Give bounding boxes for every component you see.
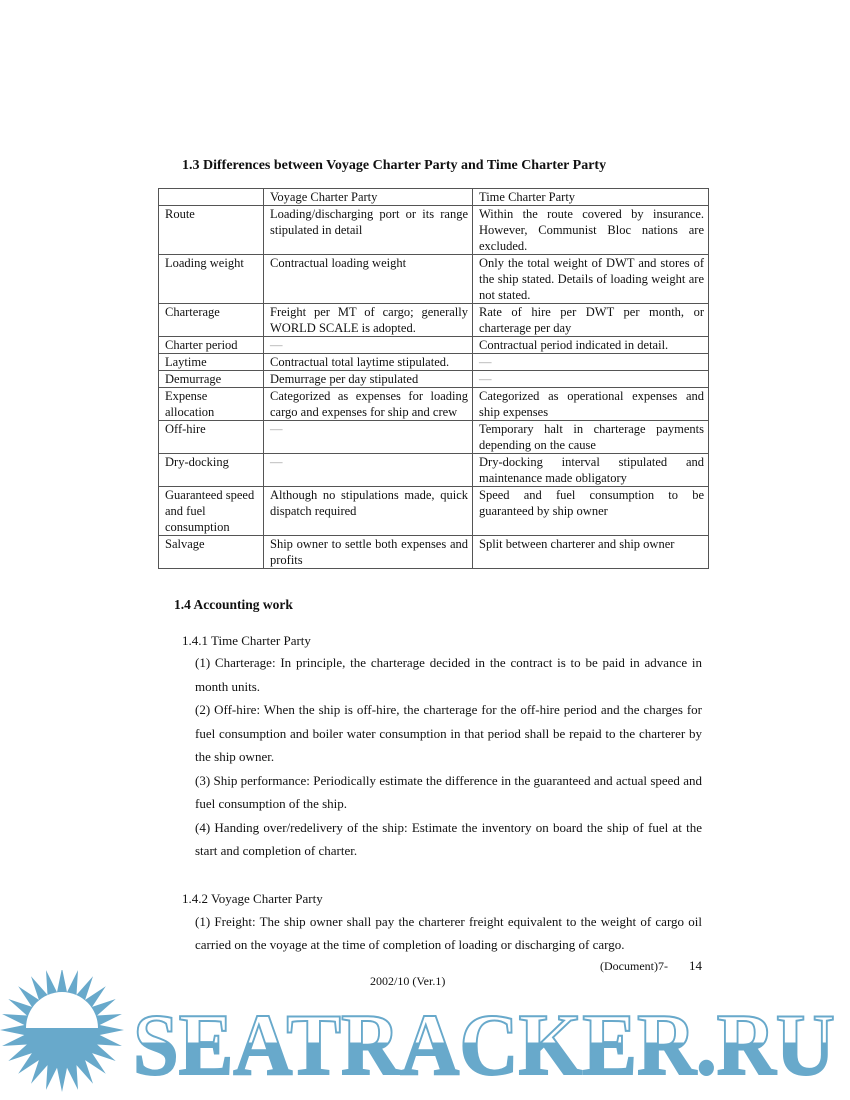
paragraph: (1) Freight: The ship owner shall pay the charterer freight equivalent to the weight of cargo oil carried on the voyage at the time of completion of loading or discharging of cargo. — [195, 913, 702, 952]
watermark-logo — [0, 970, 850, 1100]
paragraph: (4) Handing over/redelivery of the ship: Estimate the inventory on board the ship of fuel at the start and completion of charter. — [195, 819, 702, 858]
column-header: Time Charter Party — [473, 189, 709, 206]
table-cell: Ship owner to settle both expenses and profits — [264, 536, 473, 569]
table-cell: Split between charterer and ship owner — [473, 536, 709, 569]
page-content — [0, 157, 850, 989]
subsection-heading: 1.4.2 Voyage Charter Party — [182, 890, 323, 906]
table-cell: — — [473, 371, 709, 388]
table-cell: — — [264, 421, 473, 454]
table-cell: — — [264, 454, 473, 487]
table-header-row — [159, 189, 709, 206]
table-cell: Although no stipulations made, quick dispatch required — [264, 487, 473, 536]
table-cell: Contractual total laytime stipulated. — [264, 354, 473, 371]
table-cell: — — [264, 337, 473, 354]
table-cell: Within the route covered by insurance. However, Communist Bloc nations are excluded. — [473, 206, 709, 255]
paragraph: (2) Off-hire: When the ship is off-hire, the charterage for the off-hire period and the charges for fuel consumption and boiler water consumption in that period shall be repaid to the charterer by the ship owner. — [195, 702, 702, 764]
table-cell: Salvage — [159, 536, 264, 569]
table-row — [159, 536, 709, 569]
footer-version: 2002/10 (Ver.1) — [370, 973, 446, 988]
table-cell: Contractual period indicated in detail. — [473, 337, 709, 354]
section-heading: 1.4 Accounting work — [174, 597, 293, 612]
table-cell: Loading/discharging port or its range stipulated in detail — [264, 206, 473, 255]
table-cell: Charter period — [159, 337, 264, 354]
column-header: Voyage Charter Party — [264, 189, 473, 206]
table-row — [159, 354, 709, 371]
table-row — [159, 421, 709, 454]
table-cell: Temporary halt in charterage payments depending on the cause — [473, 421, 709, 454]
paragraph: (3) Ship performance: Periodically estimate the difference in the guaranteed and actual speed and fuel consumption of the ship. — [195, 772, 702, 811]
table-cell: Only the total weight of DWT and stores of the ship stated. Details of loading weight are not stated. — [473, 255, 709, 304]
section-heading: 1.3 Differences between Voyage Charter Party and Time Charter Party — [182, 158, 607, 173]
table-cell: Loading weight — [159, 255, 264, 304]
table-cell: Speed and fuel consumption to be guaranteed by ship owner — [473, 487, 709, 536]
table-cell: Route — [159, 206, 264, 255]
table-row — [159, 255, 709, 304]
table-row — [159, 388, 709, 421]
table-cell: Dry-docking — [159, 454, 264, 487]
watermark-text: SEATRACKER.RU — [133, 997, 835, 1094]
table-row — [159, 487, 709, 536]
table-cell: Dry-docking interval stipulated and maintenance made obligatory — [473, 454, 709, 487]
comparison-table — [158, 188, 709, 569]
table-row — [159, 304, 709, 337]
subsection-heading: 1.4.1 Time Charter Party — [182, 633, 311, 648]
table-cell: Charterage — [159, 304, 264, 337]
table-row — [159, 206, 709, 255]
table-cell: — — [473, 354, 709, 371]
table-cell: Rate of hire per DWT per month, or charterage per day — [473, 304, 709, 337]
table-cell: Categorized as expenses for loading cargo and expenses for ship and crew — [264, 388, 473, 421]
footer-document-label: (Document)7- — [600, 958, 668, 973]
table-row — [159, 454, 709, 487]
table-cell: Freight per MT of cargo; generally WORLD SCALE is adopted. — [264, 304, 473, 337]
table-cell: Laytime — [159, 354, 264, 371]
column-header — [159, 189, 264, 206]
sun-icon — [0, 970, 124, 1092]
table-cell: Demurrage per day stipulated — [264, 371, 473, 388]
table-row — [159, 371, 709, 388]
paragraph: (1) Charterage: In principle, the charterage decided in the contract is to be paid in advance in month units. — [195, 655, 702, 694]
table-cell: Demurrage — [159, 371, 264, 388]
table-row — [159, 337, 709, 354]
table-cell: Expense allocation — [159, 388, 264, 421]
table-cell: Guaranteed speed and fuel consumption — [159, 487, 264, 536]
page-number: 14 — [689, 957, 702, 973]
table-cell: Contractual loading weight — [264, 255, 473, 304]
table-cell: Categorized as operational expenses and ship expenses — [473, 388, 709, 421]
table-cell: Off-hire — [159, 421, 264, 454]
